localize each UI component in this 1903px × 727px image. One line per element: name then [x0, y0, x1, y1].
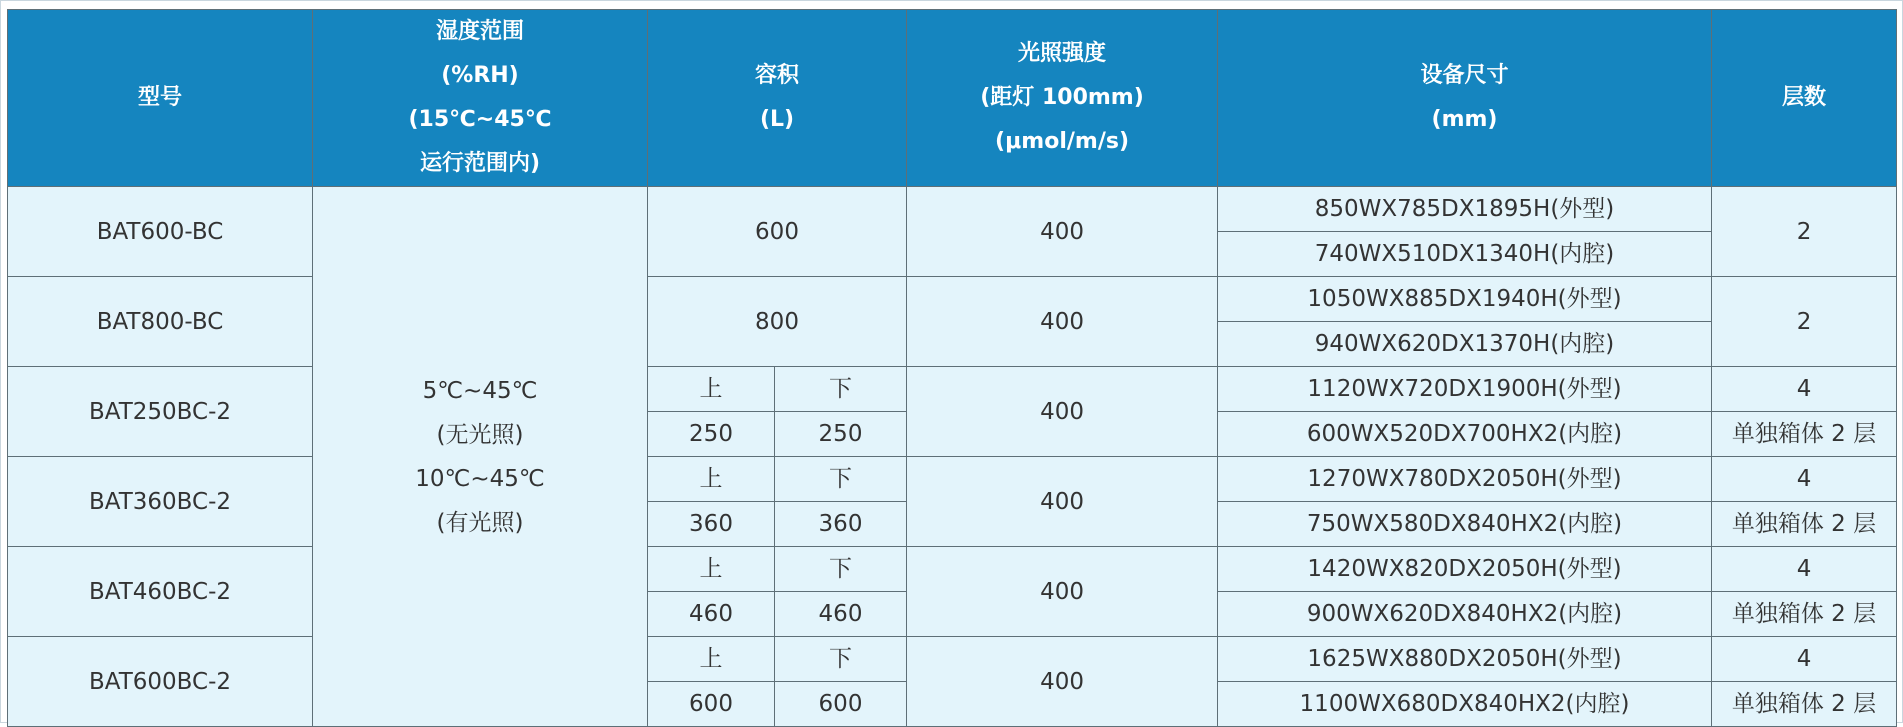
cell-light: 400 [907, 277, 1218, 367]
table-row [8, 637, 1897, 682]
cell-size-inner: 1100WX680DX840HX2(内腔) [1218, 682, 1712, 727]
table-row [8, 187, 1897, 232]
cell-lower-volume: 360 [775, 502, 907, 547]
cell-lower-volume: 250 [775, 412, 907, 457]
header-volume-line: (L) [759, 107, 795, 132]
cell-size-outer: 850WX785DX1895H(外型) [1218, 187, 1712, 232]
cell-light: 400 [907, 637, 1218, 727]
cell-size-outer: 1050WX885DX1940H(外型) [1218, 277, 1712, 322]
cell-layers-note: 单独箱体 2 层 [1712, 502, 1897, 547]
cell-size-inner: 750WX580DX840HX2(内腔) [1218, 502, 1712, 547]
cell-size-outer: 1420WX820DX2050H(外型) [1218, 547, 1712, 592]
cell-upper-volume: 600 [648, 682, 775, 727]
cell-lower-label: 下 [775, 367, 907, 412]
header-humidity-line: (15℃~45℃ [408, 107, 552, 132]
cell-upper-volume: 250 [648, 412, 775, 457]
cell-upper-label: 上 [648, 367, 775, 412]
cell-layers-count: 4 [1712, 637, 1897, 682]
header-light-line: 光照强度 [1018, 41, 1107, 66]
cell-size-outer: 1625WX880DX2050H(外型) [1218, 637, 1712, 682]
cell-upper-label: 上 [648, 637, 775, 682]
header-row [8, 10, 1897, 187]
cell-size-outer: 1120WX720DX1900H(外型) [1218, 367, 1712, 412]
humidity-line: 10℃~45℃ [415, 465, 545, 492]
cell-lower-volume: 460 [775, 592, 907, 637]
humidity-line: (有光照) [436, 509, 524, 536]
cell-upper-label: 上 [648, 457, 775, 502]
table-row [8, 277, 1897, 322]
cell-layers-note: 单独箱体 2 层 [1712, 412, 1897, 457]
table-row [8, 367, 1897, 412]
cell-model: BAT460BC-2 [8, 547, 313, 637]
cell-lower-label: 下 [775, 457, 907, 502]
header-size-line: 设备尺寸 [1420, 63, 1509, 88]
header-size [1218, 10, 1712, 187]
cell-layers-note: 单独箱体 2 层 [1712, 682, 1897, 727]
cell-volume: 800 [648, 277, 907, 367]
header-humidity [313, 10, 648, 187]
cell-layers: 2 [1712, 187, 1897, 277]
cell-layers-count: 4 [1712, 547, 1897, 592]
cell-model: BAT250BC-2 [8, 367, 313, 457]
header-size-line: (mm) [1431, 107, 1498, 132]
cell-lower-label: 下 [775, 547, 907, 592]
header-volume-line: 容积 [755, 63, 800, 88]
cell-light: 400 [907, 547, 1218, 637]
cell-volume: 600 [648, 187, 907, 277]
cell-light: 400 [907, 367, 1218, 457]
cell-upper-volume: 460 [648, 592, 775, 637]
cell-layers-count: 4 [1712, 457, 1897, 502]
header-humidity-line: 运行范围内) [419, 151, 541, 176]
header-light-line: (距灯 100mm) [980, 85, 1144, 110]
cell-model: BAT360BC-2 [8, 457, 313, 547]
spec-table [7, 9, 1897, 727]
cell-light: 400 [907, 187, 1218, 277]
header-model: 型号 [8, 10, 313, 187]
cell-lower-volume: 600 [775, 682, 907, 727]
cell-size-inner: 600WX520DX700HX2(内腔) [1218, 412, 1712, 457]
header-light-line: (μmol/m/s) [995, 129, 1129, 154]
header-light [907, 10, 1218, 187]
header-volume [648, 10, 907, 187]
header-layers: 层数 [1712, 10, 1897, 187]
cell-upper-volume: 360 [648, 502, 775, 547]
header-humidity-line: 湿度范围 [435, 19, 524, 44]
cell-size-inner: 740WX510DX1340H(内腔) [1218, 232, 1712, 277]
cell-size-inner: 940WX620DX1370H(内腔) [1218, 322, 1712, 367]
cell-model: BAT800-BC [8, 277, 313, 367]
humidity-line: (无光照) [436, 421, 524, 448]
table-row [8, 457, 1897, 502]
table-row [8, 547, 1897, 592]
humidity-line: 5℃~45℃ [422, 377, 538, 404]
cell-humidity-range [313, 187, 648, 727]
cell-layers: 2 [1712, 277, 1897, 367]
cell-size-outer: 1270WX780DX2050H(外型) [1218, 457, 1712, 502]
cell-lower-label: 下 [775, 637, 907, 682]
cell-layers-count: 4 [1712, 367, 1897, 412]
cell-model: BAT600-BC [8, 187, 313, 277]
header-humidity-line: (%RH) [441, 63, 519, 88]
cell-upper-label: 上 [648, 547, 775, 592]
cell-model: BAT600BC-2 [8, 637, 313, 727]
cell-layers-note: 单独箱体 2 层 [1712, 592, 1897, 637]
cell-size-inner: 900WX620DX840HX2(内腔) [1218, 592, 1712, 637]
cell-light: 400 [907, 457, 1218, 547]
